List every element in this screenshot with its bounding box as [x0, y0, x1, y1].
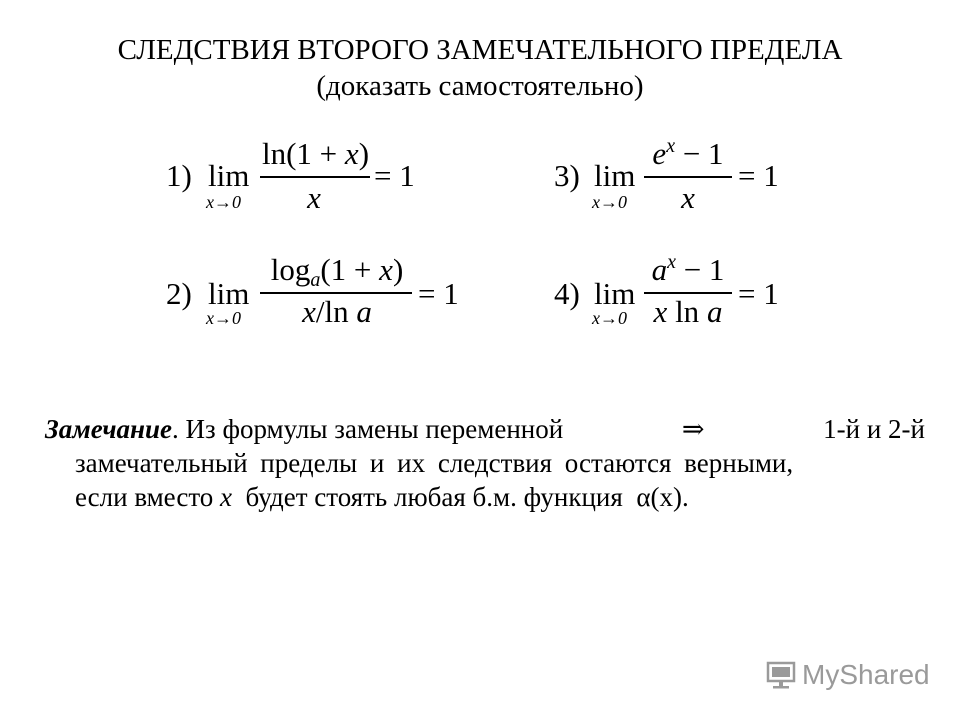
formula-2 [160, 250, 470, 350]
remark-line3b: будет стоять любая б.м. функция [232, 482, 637, 512]
watermark-logo [766, 655, 930, 695]
numerator: $\log_a(1 + x)$ [270, 252, 404, 291]
equals-one: = 1 [374, 158, 415, 193]
lim-word: lim [208, 276, 250, 311]
remark-label: Замечание [45, 414, 173, 444]
remark-line1-text: Из формулы замены переменной [185, 414, 564, 444]
remark-line1-end: 1-й и 2-й [823, 414, 925, 444]
equals-one: = 1 [738, 276, 779, 311]
remark-line-2 [45, 446, 925, 480]
formula-4-label: 4) [554, 276, 580, 311]
remark-line3a: если вместо [75, 482, 221, 512]
lim-subscript: x→0 [206, 192, 241, 212]
presentation-icon [766, 660, 796, 690]
denominator: x/ln a [302, 294, 372, 329]
formula-1 [160, 128, 440, 228]
denominator: x [681, 180, 695, 215]
watermark-brand: MyShared [802, 659, 930, 690]
formula-2-label: 2) [166, 276, 192, 311]
formula-4 [548, 250, 808, 350]
fraction-bar [260, 176, 370, 178]
title-line-1: СЛЕДСТВИЯ ВТОРОГО ЗАМЕЧАТЕЛЬНОГО ПРЕДЕЛА [117, 34, 843, 66]
equals-one: = 1 [418, 276, 459, 311]
title-line-2: (доказать самостоятельно) [316, 70, 644, 102]
denominator: x ln a [653, 294, 723, 329]
numerator: ln(1 + x) [262, 136, 370, 171]
lim-word: lim [208, 158, 250, 193]
page-title [0, 32, 960, 104]
numerator: $e^x - 1$ [652, 135, 724, 171]
numerator: $a^x - 1$ [651, 251, 725, 287]
lim-word: lim [594, 158, 636, 193]
remark-paragraph: Замечание. Из формулы замены переменной ⇒ 1-й и 2-й замечательный пределы и их следствия остаются верными, если вместо x будет стоять любая б.м. функция α(x). [45, 414, 925, 512]
fraction-bar [644, 176, 732, 178]
remark-line-2-text: замечательный пределы и их следствия остаются верными, [75, 448, 794, 478]
lim-subscript: x→0 [592, 308, 627, 328]
remark-variable: x [220, 482, 233, 512]
remark-function: α(x). [636, 482, 689, 512]
lim-word: lim [594, 276, 636, 311]
lim-subscript: x→0 [206, 308, 241, 328]
formula-1-label: 1) [166, 158, 192, 193]
lim-subscript: x→0 [592, 192, 627, 212]
implies-symbol: ⇒ [681, 414, 705, 444]
formula-3-label: 3) [554, 158, 580, 193]
denominator: x [307, 180, 321, 215]
equals-one: = 1 [738, 158, 779, 193]
formula-3 [548, 128, 808, 228]
